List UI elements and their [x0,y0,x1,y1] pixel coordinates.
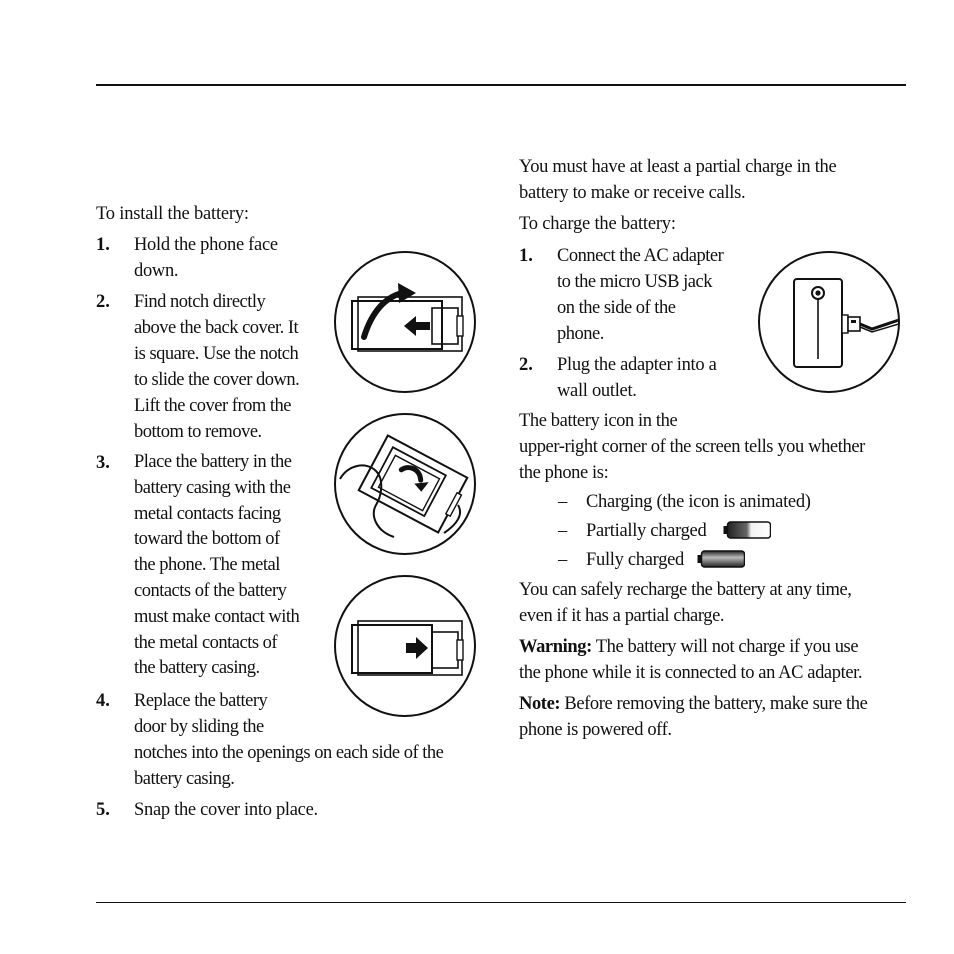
charge-step-2-text: Plug the adapter into a wall outlet. [557,355,717,401]
bullet-dash: – [558,492,568,512]
remove-cover-illustration [334,251,476,393]
install-step-5-text: Snap the cover into place. [134,800,318,820]
bullet-dash: – [558,550,568,570]
partially-charged-text: Partially charged [586,521,707,541]
install-step-2-text: Find notch directly above the back cover. It is square. Use the notch to slide the cover down. Lift the cover from the bottom to remove. [134,292,300,442]
recharge-paragraph: You can safely recharge the battery at any time, even if it has a partial charge. [519,580,852,626]
charge-requirement-paragraph: You must have at least a partial charge in the battery to make or receive calls. [519,157,837,203]
install-step-2-number: 2. [96,292,110,312]
install-step-5-number: 5. [96,800,110,820]
bullet-dash: – [558,521,568,541]
battery-partial-icon [723,521,771,539]
top-rule [96,84,906,86]
charging-status-text: Charging (the icon is animated) [586,492,811,512]
charge-step-1-text: Connect the AC adapter to the micro USB jack on the side of the phone. [557,246,724,344]
install-step-4-number: 4. [96,691,110,711]
warning-paragraph: Warning: The battery will not charge if you use the phone while it is connected to an AC adapter. [519,637,863,683]
charger-illustration [758,251,900,393]
install-intro: To install the battery: [96,204,249,224]
insert-battery-illustration [334,413,476,555]
replace-cover-illustration [334,575,476,717]
install-step-1-number: 1. [96,235,110,255]
install-step-4-text: Replace the battery door by sliding the notches into the openings on each side of the battery casing. [134,691,444,789]
warning-label: Warning: [519,637,592,657]
note-paragraph: Note: Before removing the battery, make sure the phone is powered off. [519,694,868,740]
battery-full-icon [697,550,745,568]
charge-step-2-number: 2. [519,355,533,375]
fully-charged-text: Fully charged [586,550,685,570]
install-step-1-text: Hold the phone face down. [134,235,278,281]
charge-step-1-number: 1. [519,246,533,266]
bottom-rule [96,902,906,903]
install-step-3-number: 3. [96,453,110,473]
note-label: Note: [519,694,561,714]
install-step-3-text: Place the battery in the battery casing with the metal contacts facing toward the bottom of the phone. The metal contacts of the battery must make contact with the metal contacts of the battery casing. [134,452,300,679]
battery-icon-paragraph: The battery icon in the upper-right corner of the screen tells you whether the phone is: [519,411,865,483]
charge-intro: To charge the battery: [519,214,676,234]
